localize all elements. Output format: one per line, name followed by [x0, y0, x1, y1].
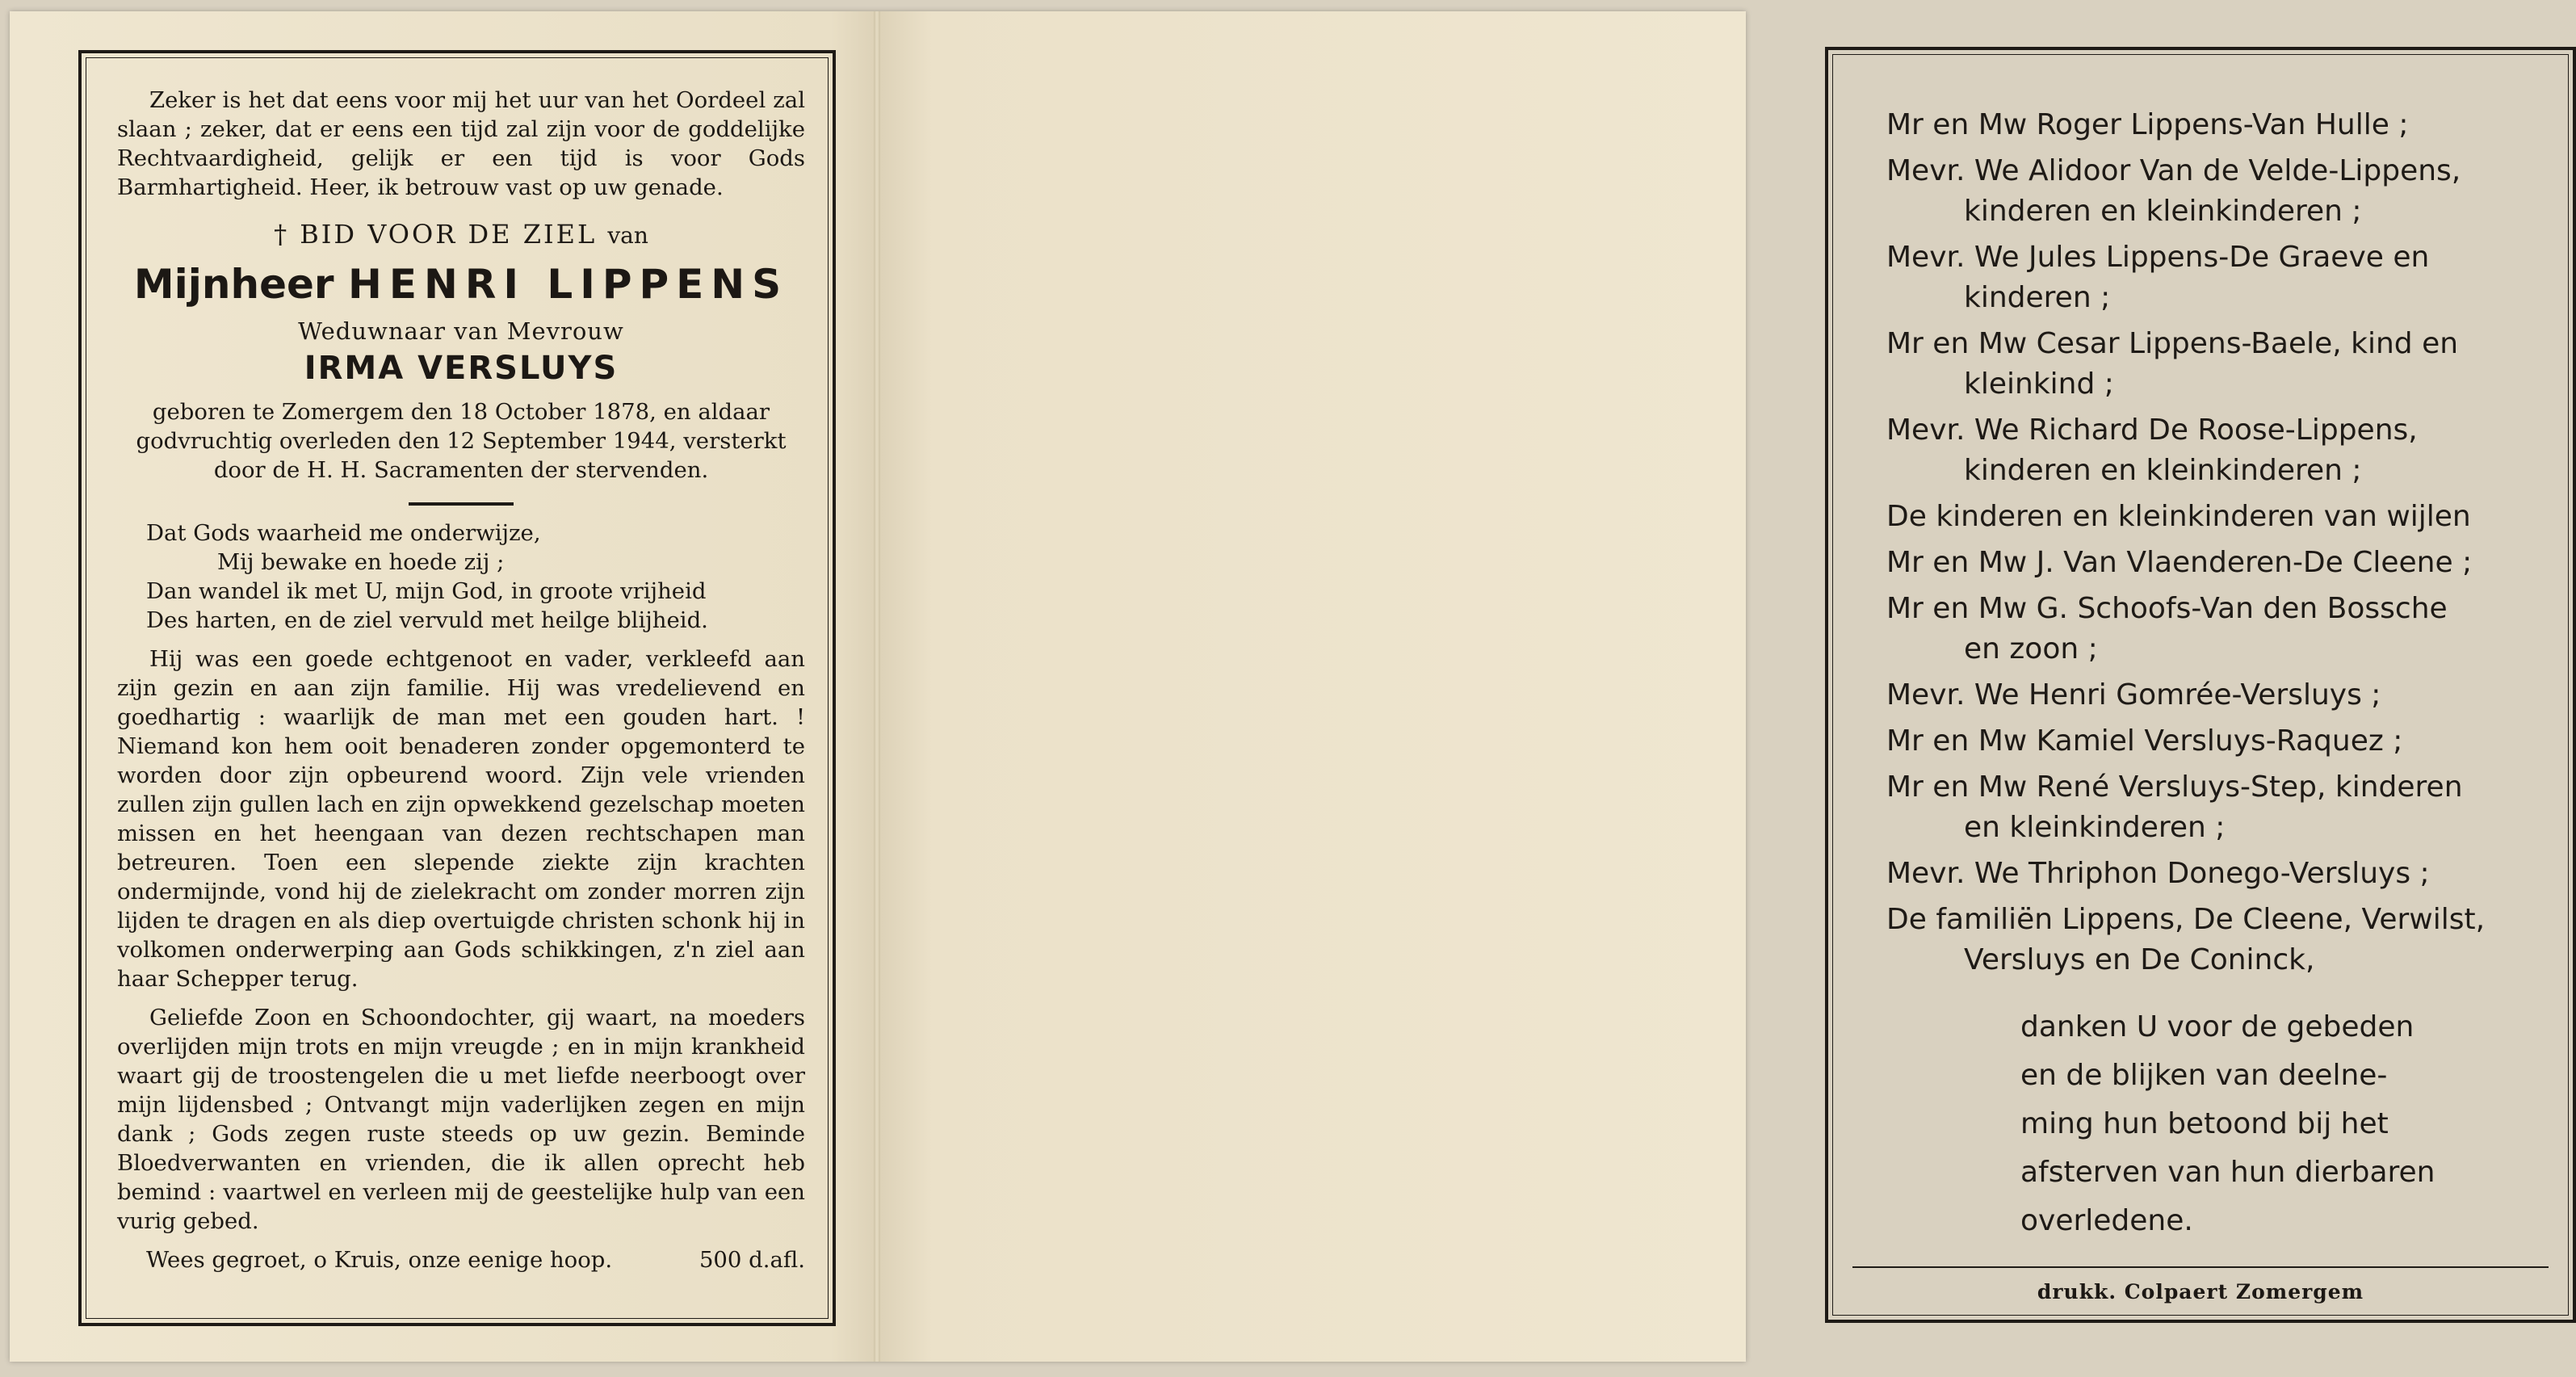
prayer-text: BID VOOR DE ZIEL [300, 219, 598, 250]
printer-divider [1852, 1266, 2549, 1268]
family-entry-line: De kinderen en kleinkinderen van wijlen [1886, 500, 2471, 533]
title-prefix: Mijnheer [133, 261, 334, 308]
printer-credit: drukk. Colpaert Zomergem [2037, 1280, 2364, 1304]
thanks-line: ming hun betoond bij het [2020, 1107, 2389, 1140]
family-entry-line: Mevr. We Richard De Roose-Lippens, [1886, 414, 2418, 447]
memorial-card [10, 11, 2486, 1362]
card-fold [874, 11, 880, 1362]
family-entries [1886, 105, 2550, 980]
family-entry-line: Mr en Mw G. Schoofs-Van den Bossche [1886, 592, 2448, 625]
divider-rule [409, 502, 514, 506]
family-entry-continuation: Versluys en De Coninck, [1964, 943, 2315, 976]
tribute-paragraph: Hij was een goede echtgenoot en vader, verkleefd aan zijn gezin en aan zijn familie. Hij was vredelievend en goedhartig : waarlijk de man met een gouden hart. ! Niemand kon hem ooit benaderen zonder opgemonterd te worden door zijn opbeurend woord. Zijn vele vrienden zullen zijn gullen lach en zijn opwekkend gezelschap moeten missen en het heengaan van dezen rechtschapen man betreuren. Toen een slepende ziekte zijn krachten ondermijnde, vond hij de zielekracht om zonder morren zijn lijden te dragen en als diep overtuigde christen schonk hij in volkomen onderwerping aan Gods schikkingen, z'n ziel aan haar Schepper terug. [117, 646, 805, 992]
family-list [1886, 105, 2550, 1245]
prayer-van: van [607, 222, 648, 249]
family-entry [1886, 237, 2550, 318]
deceased-name [117, 258, 805, 310]
family-entry-line: Mr en Mw Roger Lippens-Van Hulle ; [1886, 108, 2409, 141]
closing-prayer: Wees gegroet, o Kruis, onze eenige hoop. [146, 1247, 613, 1273]
poem-line: Mij bewake en hoede zij ; [217, 549, 505, 575]
family-entry [1886, 410, 2550, 491]
family-entry [1886, 721, 2550, 762]
closing-line [117, 1245, 805, 1274]
deceased-fullname: HENRI LIPPENS [348, 261, 789, 308]
indulgence-note: 500 d.afl. [699, 1247, 805, 1273]
family-entry [1886, 900, 2550, 980]
prayer-heading [117, 220, 805, 250]
thanks-line: afsterven van hun dierbaren [2020, 1156, 2435, 1189]
family-entry [1886, 151, 2550, 232]
wife-name: IRMA VERSLUYS [304, 350, 619, 387]
family-entry [1886, 543, 2550, 583]
family-entry [1886, 767, 2550, 848]
left-text-block [117, 86, 805, 1274]
family-entry-continuation: kinderen ; [1964, 281, 2111, 314]
family-entry-line: Mr en Mw René Versluys-Step, kinderen [1886, 770, 2463, 804]
cross-icon: † [274, 219, 290, 250]
thanks-block [1886, 1003, 2550, 1245]
family-entry [1886, 589, 2550, 670]
family-entry-continuation: kleinkind ; [1964, 367, 2114, 401]
thanks-line: en de blijken van deelne- [2020, 1059, 2388, 1092]
family-entry-continuation: en kleinkinderen ; [1964, 811, 2226, 844]
family-entry-line: Mr en Mw Cesar Lippens-Baele, kind en [1886, 327, 2459, 360]
family-entry [1886, 324, 2550, 405]
poem-line: Dat Gods waarheid me onderwijze, [146, 520, 541, 546]
intro-paragraph: Zeker is het dat eens voor mij het uur van het Oordeel zal slaan ; zeker, dat er eens een tijd zal zijn voor de goddelijke Rechtvaardigheid, gelijk er een tijd is voor Gods Barmhartigheid. Heer, ik betrouw vast op uw genade. [117, 87, 805, 200]
right-border-frame [1825, 47, 2576, 1323]
family-entry-continuation: en zoon ; [1964, 632, 2098, 665]
family-entry-line: Mevr. We Jules Lippens-De Graeve en [1886, 241, 2430, 274]
farewell-paragraph: Geliefde Zoon en Schoondochter, gij waart, na moeders overlijden mijn trots en mijn vreugde ; en in mijn krankheid waart gij de troostengelen die u met liefde neerboogt over mijn lijdensbed ; Ontvangt mijn vaderlijken zegen en mijn dank ; Gods zegen ruste steeds op uw gezin. Beminde Bloedverwanten en vrienden, die ik allen oprecht heb bemind : vaartwel en verleen mij de geestelijke hulp van een vurig gebed. [117, 1005, 805, 1234]
birth-death-details: geboren te Zomergem den 18 October 1878, en aldaar godvruchtig overleden den 12 September 1944, versterkt door de H. H. Sacramenten der stervenden. [136, 399, 787, 483]
family-entry-line: Mr en Mw J. Van Vlaenderen-De Cleene ; [1886, 546, 2473, 579]
family-entry-line: Mr en Mw Kamiel Versluys-Raquez ; [1886, 724, 2403, 758]
thanks-line: danken U voor de gebeden [2020, 1010, 2414, 1043]
family-entry-line: Mevr. We Henri Gomrée-Versluys ; [1886, 678, 2381, 712]
thanks-line: overledene. [2020, 1204, 2193, 1237]
right-page [880, 11, 2486, 1362]
family-entry [1886, 105, 2550, 145]
family-entry [1886, 675, 2550, 716]
family-entry-line: Mevr. We Alidoor Van de Velde-Lippens, [1886, 154, 2461, 187]
family-entry [1886, 497, 2550, 537]
family-entry-line: De familiën Lippens, De Cleene, Verwilst, [1886, 903, 2486, 936]
poem-line: Dan wandel ik met U, mijn God, in groote vrijheid [146, 578, 707, 604]
family-entry-line: Mevr. We Thriphon Donego-Versluys ; [1886, 857, 2430, 890]
poem [117, 518, 805, 635]
poem-line: Des harten, en de ziel vervuld met heilge blijheid. [146, 607, 708, 633]
family-entry-continuation: kinderen en kleinkinderen ; [1964, 195, 2362, 228]
family-entry-continuation: kinderen en kleinkinderen ; [1964, 454, 2362, 487]
family-entry [1886, 854, 2550, 894]
widower-line: Weduwnaar van Mevrouw [298, 317, 624, 345]
left-border-frame [78, 50, 836, 1326]
left-page [10, 11, 874, 1362]
